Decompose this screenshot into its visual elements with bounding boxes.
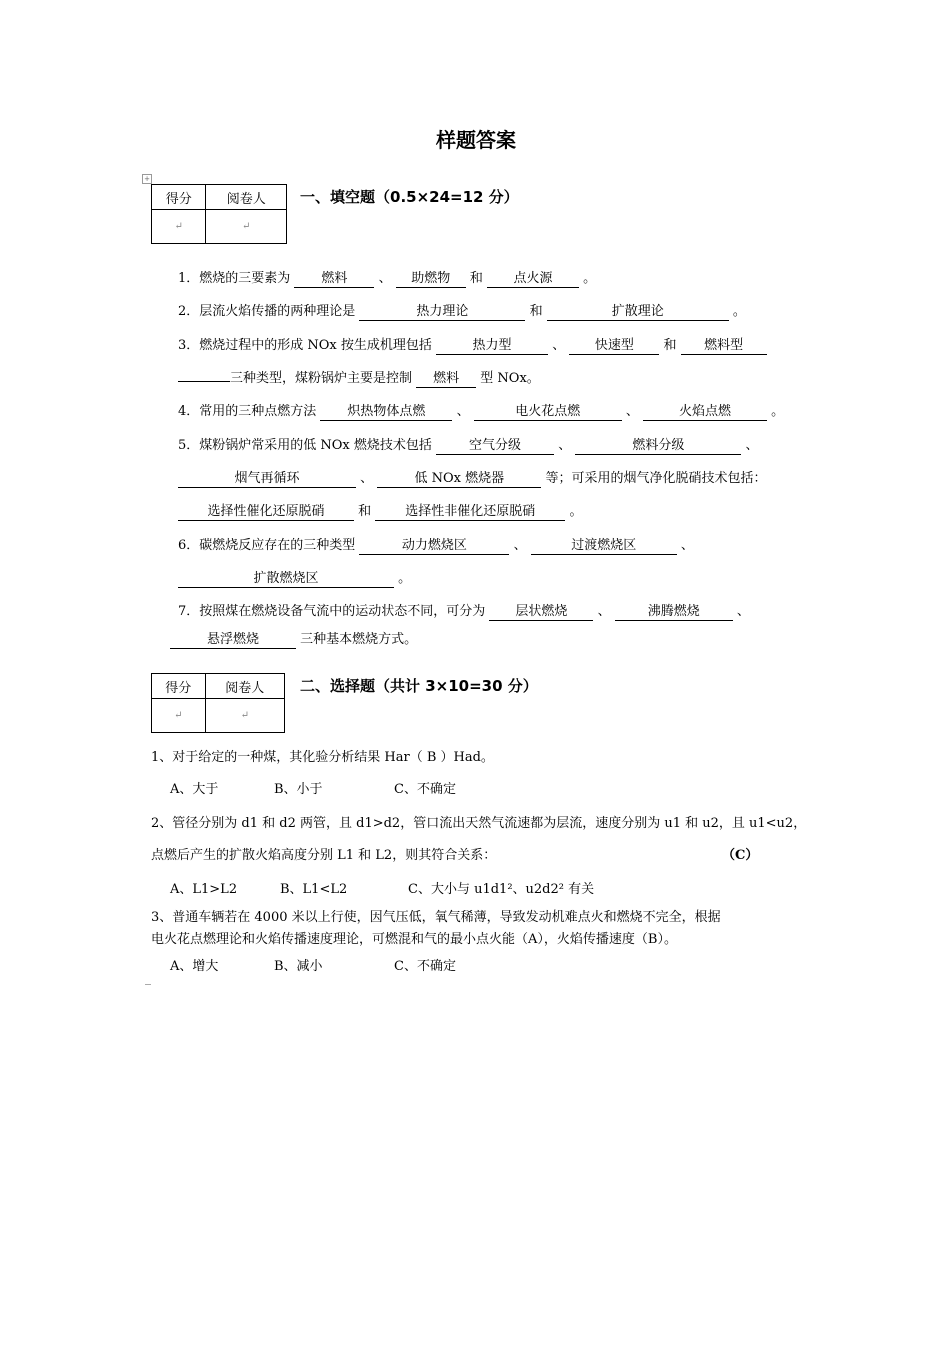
fill-question-5-cont: 烟气再循环 、 低 NOx 燃烧器 等；可采用的烟气净化脱硝技术包括：: [178, 470, 766, 488]
choice-1-option-b: B、小于: [274, 782, 323, 797]
choice-1-option-a: A、大于: [170, 782, 219, 797]
section2-heading: 二、选择题（共计 3×10=30 分）: [300, 677, 538, 695]
choice-question-3-line2: 电火花点燃理论和火焰传播速度理论，可燃混和气的最小点火能（A），火焰传播速度（B）。: [151, 932, 677, 947]
choice-2-answer: （C）: [722, 848, 759, 863]
fill-question-4: 4．常用的三种点燃方法 炽热物体点燃 、 电火花点燃 、 火焰点燃 。: [178, 404, 785, 419]
grader-header: 阅卷人: [205, 674, 284, 699]
score-cell[interactable]: ↵: [152, 210, 206, 244]
choice-question-2-line1: 2、管径分别为 d1 和 d2 两管，且 d1>d2，管口流出天然气流速都为层流，速度分别为 u1 和 u2，且 u1<u2，: [151, 816, 807, 831]
fill-question-3: 3．燃烧过程中的形成 NOx 按生成机理包括 热力型 、 快速型 和 燃料型: [178, 337, 767, 355]
page-margin-mark: [145, 984, 151, 985]
score-header: 得分: [152, 185, 206, 210]
fill-question-2: 2．层流火焰传播的两种理论是 热力理论 和 扩散理论 。: [178, 304, 746, 319]
choice-question-2-line2: 点燃后产生的扩散火焰高度分别 L1 和 L2，则其符合关系：: [151, 848, 497, 863]
choice-2-option-b: B、L1<L2: [280, 882, 348, 897]
score-table-2: [151, 673, 285, 733]
choice-question-1: 1、对于给定的一种煤，其化验分析结果 Har（ B ）Had。: [151, 750, 494, 765]
table-anchor-icon: +: [142, 174, 152, 184]
fill-question-5-cont2: 选择性催化还原脱硝 和 选择性非催化还原脱硝 。: [178, 503, 582, 521]
score-table-1: [151, 184, 287, 244]
page-title: 样题答案: [436, 128, 516, 152]
grader-cell[interactable]: ↵: [206, 210, 287, 244]
fill-question-7: 7．按照煤在燃烧设备气流中的运动状态不同，可分为 层状燃烧 、 沸腾燃烧 、: [178, 604, 750, 619]
choice-3-option-c: C、不确定: [394, 959, 456, 974]
score-header: 得分: [152, 674, 206, 699]
fill-question-1: 1．燃烧的三要素为 燃料 、 助燃物 和 点火源 。: [178, 271, 597, 286]
fill-question-7-cont: 悬浮燃烧 三种基本燃烧方式。: [170, 631, 417, 649]
choice-2-option-c: C、大小与 u1d1²、u2d2² 有关: [408, 882, 595, 897]
choice-question-3-line1: 3、普通车辆若在 4000 米以上行使，因气压低，氧气稀薄，导致发动机难点火和燃烧不完全，根据: [151, 910, 721, 925]
choice-3-option-b: B、减小: [274, 959, 323, 974]
choice-2-option-a: A、L1>L2: [170, 882, 238, 897]
fill-question-3-cont: 三种类型，煤粉锅炉主要是控制 燃料 型 NOx。: [178, 370, 540, 388]
grader-header: 阅卷人: [206, 185, 287, 210]
score-cell[interactable]: ↵: [152, 699, 206, 733]
section1-heading: 一、填空题（0.5×24=12 分）: [300, 188, 519, 206]
fill-question-6-cont: 扩散燃烧区 。: [178, 570, 411, 588]
grader-cell[interactable]: ↵: [205, 699, 284, 733]
choice-1-option-c: C、不确定: [394, 782, 456, 797]
fill-question-5: 5．煤粉锅炉常采用的低 NOx 燃烧技术包括 空气分级 、 燃料分级 、: [178, 438, 759, 453]
fill-question-6: 6．碳燃烧反应存在的三种类型 动力燃烧区 、 过渡燃烧区 、: [178, 538, 694, 553]
choice-3-option-a: A、增大: [170, 959, 219, 974]
